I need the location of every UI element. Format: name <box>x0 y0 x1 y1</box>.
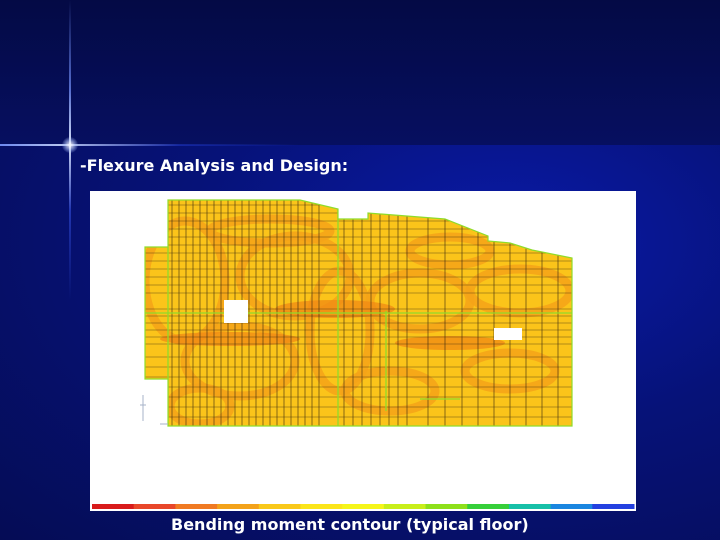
legend-color-band <box>426 504 468 509</box>
legend-color-band <box>259 504 301 509</box>
legend-color-band <box>300 504 342 509</box>
star-flare-horizontal <box>0 144 300 146</box>
legend-color-band <box>217 504 259 509</box>
color-legend-bar <box>92 504 635 509</box>
figure-caption: Bending moment contour (typical floor) <box>171 515 529 534</box>
legend-color-band <box>509 504 551 509</box>
legend-color-band <box>551 504 593 509</box>
axis-marker <box>140 395 168 424</box>
star-flare-center <box>62 137 78 153</box>
floor-slab <box>90 191 636 511</box>
title-band <box>0 0 720 145</box>
legend-color-band <box>592 504 634 509</box>
legend-color-band <box>342 504 384 509</box>
moment-hotspot <box>395 336 505 350</box>
contour-plot <box>90 191 636 511</box>
slide-title: -Flexure Analysis and Design: <box>80 156 349 175</box>
legend-color-band <box>92 504 134 509</box>
legend-color-band <box>384 504 426 509</box>
opening-west <box>224 300 248 323</box>
bending-moment-figure <box>90 191 636 511</box>
legend-color-band <box>467 504 509 509</box>
legend-color-band <box>175 504 217 509</box>
legend-color-band <box>134 504 176 509</box>
opening-east <box>494 328 522 340</box>
